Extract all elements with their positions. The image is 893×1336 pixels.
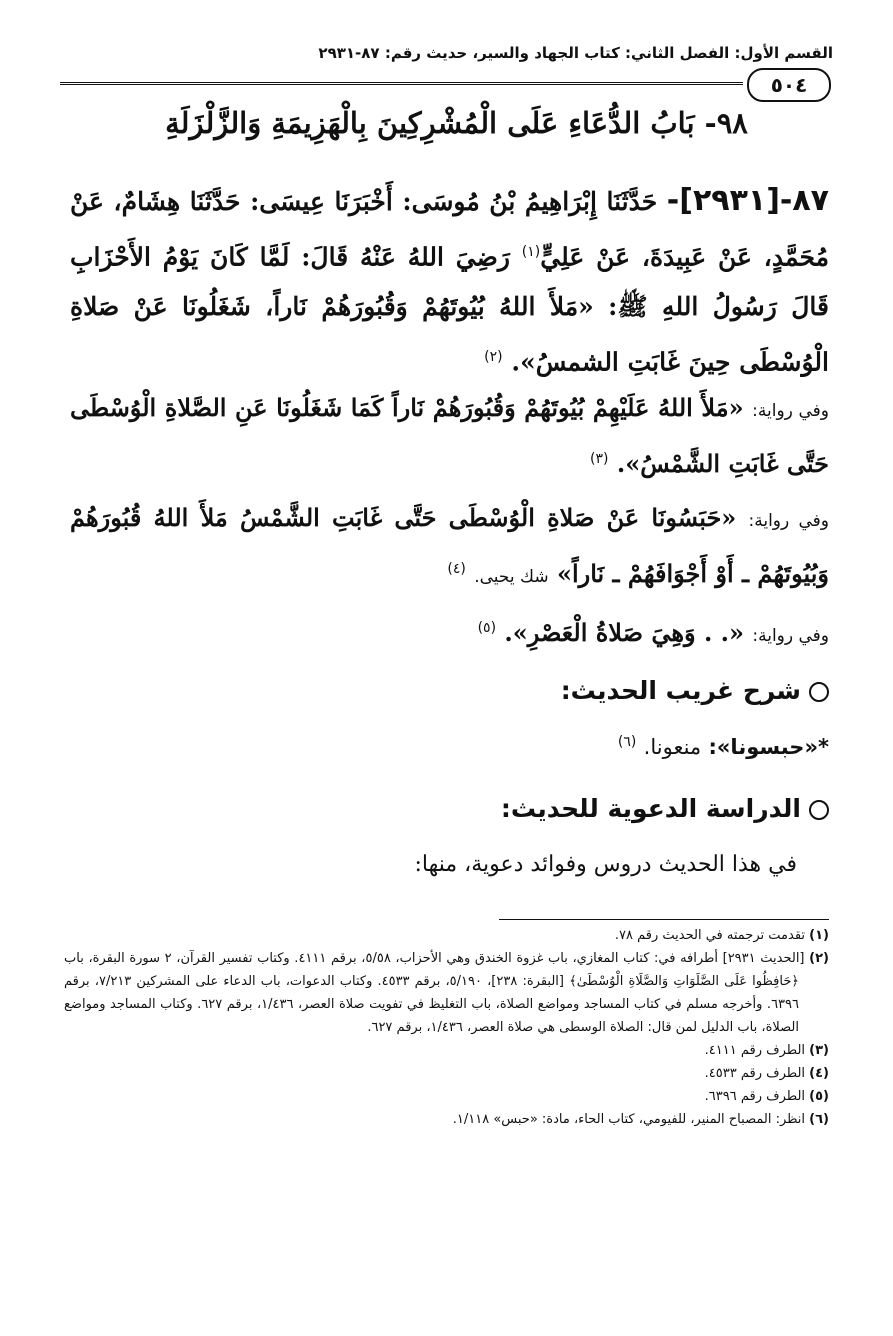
hadith-isnad: حَدَّثَنَا إِبْرَاهِيمُ بْنُ مُوسَى: أَخْبَرَنَا عِيسَى: حَدَّثَنَا هِشَامٌ، عَنْ مُحَمَّدٍ، عَنْ عَبِيدَةَ، عَنْ عَلِيٍّ	[70, 187, 829, 272]
riwaya-2	[70, 494, 829, 601]
footnote-ref-1[interactable]: (١)	[521, 244, 541, 260]
footnote-ref-3[interactable]: (٣)	[590, 451, 609, 467]
page-number: ٥٠٤	[747, 68, 831, 102]
riwaya-text: «حَبَسُونَا عَنْ صَلاةِ الْوُسْطَى حَتَّى غَابَتِ الشَّمْسُ مَلأَ اللهُ قُبُورَهُمْ وَبُيُوتَهُمْ ـ أَوْ أَجْوَافَهُمْ ـ نَاراً»	[70, 503, 829, 588]
chapter-title: ٩٨- بَابُ الدُّعَاءِ عَلَى الْمُشْرِكِينَ بِالْهَزِيمَةِ وَالزَّلْزَلَةِ	[165, 106, 748, 140]
footnote-ref-5[interactable]: (٥)	[477, 620, 497, 636]
dawa-intro: في هذا الحديث دروس وفوائد دعوية، منها:	[414, 852, 797, 877]
footnote-3: (٣) الطرف رقم ٤١١١.	[704, 1043, 829, 1058]
riwaya-note: شك يحيى.	[474, 567, 549, 587]
riwaya-text: «مَلأَ اللهُ عَلَيْهِمْ بُيُوتَهُمْ وَقُبُورَهُمْ نَاراً كَمَا شَغَلُونَا عَنِ الصَّلاةِ الْوُسْطَى حَتَّى غَابَتِ الشَّمْسُ».	[70, 393, 829, 478]
riwaya-lead: وفي رواية:	[752, 401, 830, 421]
footnote-6: (٦) انظر: المصباح المنير، للفيومي، كتاب الحاء، مادة: «حبس» ١/١١٨.	[452, 1112, 829, 1127]
riwaya-lead: وفي رواية:	[748, 511, 830, 531]
riwaya-1	[70, 384, 829, 488]
hadith-matn: رَضِيَ اللهُ عَنْهُ قَالَ: لَمَّا كَانَ يَوْمُ الأَحْزَابِ قَالَ رَسُولُ اللهِ ﷺ: «مَلأَ اللهُ بُيُوتَهُمْ وَقُبُورَهُمْ نَاراً، شَغَلُونَا عَنْ صَلاةِ الْوُسْطَى حِينَ غَابَتِ الشمسُ».	[70, 242, 829, 377]
footnote-ref-2[interactable]: (٢)	[484, 349, 503, 366]
gharib-entry	[100, 734, 829, 759]
footnote-1: (١) تقدمت ترجمته في الحديث رقم ٧٨.	[614, 928, 829, 943]
header-rule	[60, 82, 743, 85]
riwaya-lead: وفي رواية:	[752, 626, 829, 646]
footnote-ref-4[interactable]: (٤)	[447, 561, 466, 577]
riwaya-text: «. . وَهِيَ صَلاةُ الْعَصْرِ».	[504, 618, 745, 647]
hadith-number: ٨٧-[٢٩٣١]-	[666, 183, 829, 218]
hadith-text	[70, 176, 829, 388]
footnote-2: (٢) [الحديث ٢٩٣١] أطرافه في: كتاب المغازي، باب غزوة الخندق وهي الأحزاب، ٥/٥٨، برقم ٤١١١. وكتاب تفسير القرآن، ٢ سورة البقرة، باب ﴿حَافِظُوا عَلَى الصَّلَوَاتِ وَالصَّلَاةِ الْوُسْطَىٰ﴾ [البقرة: ٢٣٨]، ٥/١٩٠، برقم ٤٥٣٣. وكتاب الدعوات، باب الدعاء على المشركين ٧/٢١٣، برقم ٦٣٩٦. وأخرجه مسلم في كتاب المساجد ومواضع الصلاة، باب التغليظ في تفويت صلاة العصر، ١/٤٣٦، برقم ٦٢٧. وكتاب المساجد ومواضع الصلاة، باب الدليل لمن قال: الصلاة الوسطى هي صلاة العصر، ١/٤٣٦، برقم ٦٢٧.	[64, 951, 829, 1035]
footnotes	[64, 924, 829, 1131]
gharib-meaning: منعونا.	[643, 735, 702, 759]
footnote-rule	[499, 919, 829, 920]
circle-bullet-icon	[809, 682, 829, 702]
riwaya-3	[70, 604, 829, 660]
running-header: القسم الأول: الفصل الثاني: كتاب الجهاد والسير، حديث رقم: ٨٧-٢٩٣١	[318, 44, 833, 62]
footnote-5: (٥) الطرف رقم ٦٣٩٦.	[704, 1089, 829, 1104]
gharib-word: *«حبسونا»:	[708, 735, 829, 759]
section-dawa-title: الدراسة الدعوية للحديث:	[500, 794, 801, 823]
section-dawa	[100, 794, 829, 823]
footnote-ref-6[interactable]: (٦)	[617, 734, 637, 750]
footnote-4: (٤) الطرف رقم ٤٥٣٣.	[704, 1066, 829, 1081]
circle-bullet-icon	[809, 800, 829, 820]
section-gharib	[100, 676, 829, 705]
section-gharib-title: شرح غريب الحديث:	[560, 676, 801, 705]
